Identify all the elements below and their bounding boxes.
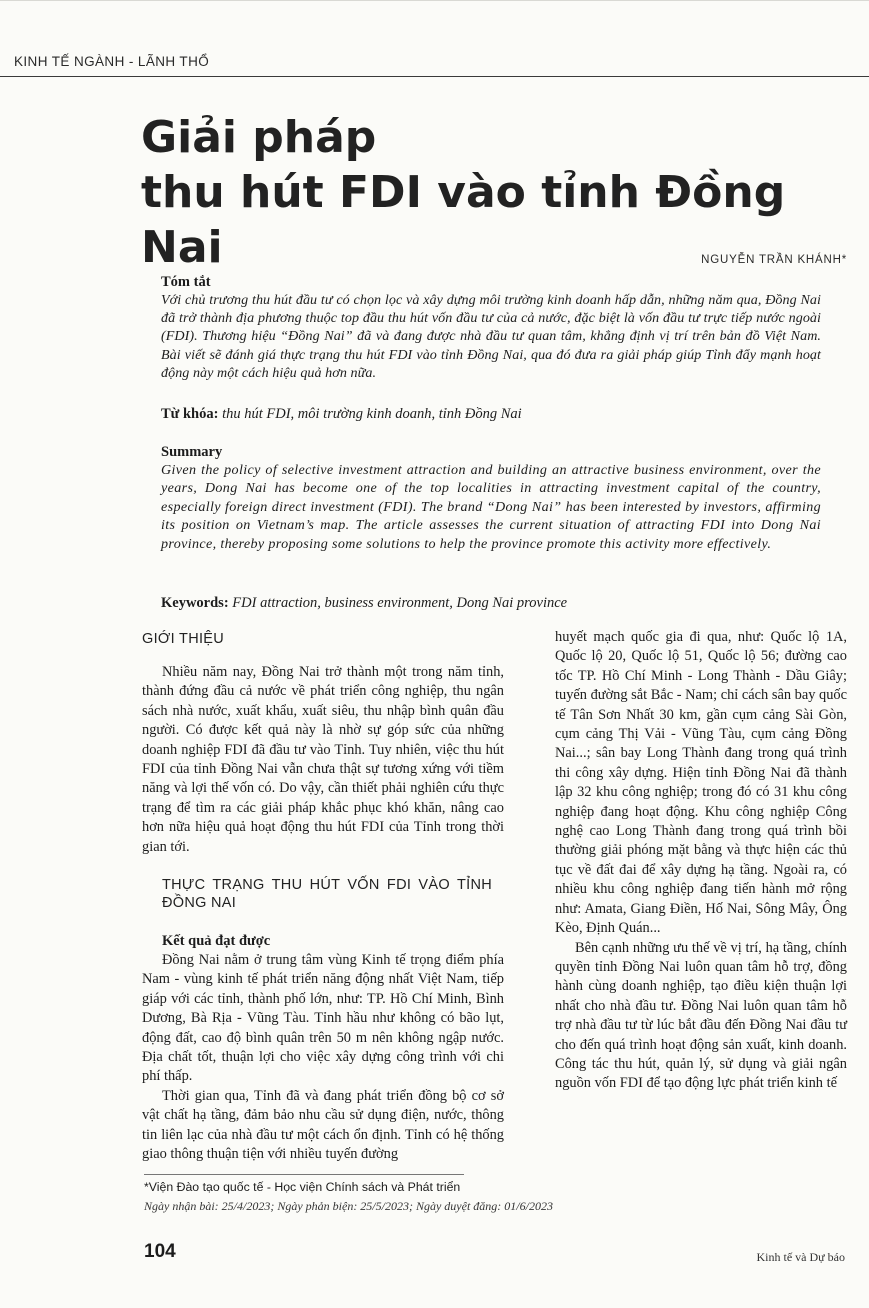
para-support: Bên cạnh những ưu thế về vị trí, hạ tầng, chính quyền tỉnh Đồng Nai luôn quan tâm hỗ trợ, đồng hành cùng doanh nghiệp, tạo điều kiện thuận lợi nhất cho nhà đầu tư. Đồng Nai luôn quan tâm hỗ trợ nhà đầu tư từ lúc bắt đầu đến Đồng Nai đầu tư cho đến quá trình hoạt động sản xuất, kinh doanh. Công tác thu hút, quản lý, sử dụng và giải ngân nguồn vốn FDI để tạo động lực phát triển kinh tế [555,939,847,1092]
intro-heading: GIỚI THIỆU [142,631,225,647]
status-heading: THỰC TRẠNG THU HÚT VỐN FDI VÀO TỈNH ĐỒNG NAI [162,877,492,911]
abstract-vi-text: Với chủ trương thu hút đầu tư có chọn lọc và xây dựng môi trường kinh doanh hấp dẫn, những năm qua, Đồng Nai đã trở thành địa phương thuộc top đầu thu hút vốn đầu tư của cả nước, đặc biệt là vốn đầu tư trực tiếp nước ngoài (FDI). Thương hiệu “Đồng Nai” đã và đang được nhà đầu tư quan tâm, khẳng định vị trí trên bản đồ Việt Nam. Bài viết sẽ đánh giá thực trạng thu hút FDI vào tỉnh Đồng Nai, qua đó đưa ra giải pháp giúp Tỉnh đẩy mạnh hoạt động này một cách hiệu quả hơn nữa. [161,292,821,381]
title-line-1: Giải pháp [141,112,377,163]
left-column [142,630,504,857]
page-number: 104 [144,1241,176,1262]
para-location: Đồng Nai nằm ở trung tâm vùng Kinh tế trọng điểm phía Nam - vùng kinh tế phát triển năng động nhất Việt Nam, tiếp giáp với các tỉnh, thành phố lớn, như: TP. Hồ Chí Minh, Bình Dương, Bà Rịa - Vũng Tàu. Tỉnh hầu như không có bão lụt, động đất, cao độ bình quân trên 50 m nên không ngập nước. Địa chất tốt, thuận lợi cho việc xây dựng công trình với chi phí thấp. [142,952,504,1085]
abstract-en-heading: Summary [161,444,223,460]
footnote-dates: Ngày nhận bài: 25/4/2023; Ngày phản biện: 25/5/2023; Ngày duyệt đăng: 01/6/2023 [144,1199,553,1213]
journal-name: Kinh tế và Dự báo [756,1250,845,1264]
para-infra-right: huyết mạch quốc gia đi qua, như: Quốc lộ 1A, Quốc lộ 20, Quốc lộ 51, Quốc lộ 56; đường cao tốc TP. Hồ Chí Minh - Long Thành - Dầu Giây; tuyến đường sắt Bắc - Nam; chỉ cách sân bay quốc tế Tân Sơn Nhất 30 km, gần cụm cảng Sài Gòn, cụm cảng Thị Vải - Vũng Tàu, cụm cảng Đồng Nai...; sân bay Long Thành đang trong quá trình thi công xây dựng. Hiện tỉnh Đồng Nai đã thành lập 32 khu công nghiệp; trong đó có 31 khu công nghiệp đang hoạt động. Khu công nghiệp Công nghệ cao Long Thành đang trong quá trình bồi thường giải phóng mặt bằng và thực hiện các thủ tục về đất đai để xây dựng hạ tầng. Ngoài ra, có nhiều khu công nghiệp đang tiến hành mở rộng như: Amata, Giang Điền, Hố Nai, Sông Mây, Ông Kèo, Định Quán... [555,629,847,937]
results-subheading: Kết quả đạt được [162,933,271,949]
article-title [141,110,861,275]
abstract-vi-heading: Tóm tắt [161,274,211,290]
footnote-rule [144,1174,464,1175]
top-edge-line [0,0,869,5]
right-column [555,628,847,1094]
left-column-results [142,932,504,1164]
abstract-en [161,443,821,553]
title-line-2: thu hút FDI vào tỉnh Đồng Nai [141,167,786,273]
abstract-en-text: Given the policy of selective investment attraction and building an attractive business environment, over the years, Dong Nai has become one of the top localities in attracting investment capital of the country, especially foreign direct investment (FDI). The brand “Dong Nai” has been interested by investors, affirming its position on Vietnam’s map. The article assesses the current situation of attracting FDI into Dong Nai province, thereby proposing some solutions to help the province promote this activity more effectively. [161,462,821,552]
status-heading-block [162,876,492,912]
header-rule [0,76,869,77]
keywords-en-text: FDI attraction, business environment, Dong Nai province [232,595,568,611]
section-label: KINH TẾ NGÀNH - LÃNH THỔ [14,54,210,69]
keywords-vi-label: Từ khóa: [161,406,219,422]
keywords-vi-text: thu hút FDI, môi trường kinh doanh, tỉnh Đồng Nai [222,406,522,422]
keywords-vi [161,405,821,423]
para-infra-left: Thời gian qua, Tỉnh đã và đang phát triển đồng bộ cơ sở vật chất hạ tầng, đảm bảo nhu cầu sử dụng điện, nước, thông tin liên lạc của nhà đầu tư một cách ổn định. Tỉnh có hệ thống giao thông thuận tiện với nhiều tuyến đường [142,1087,504,1163]
abstract-vi [161,273,821,382]
author-name: NGUYỄN TRẦN KHÁNH* [701,254,847,266]
keywords-en-label: Keywords: [161,595,229,611]
footnote-affiliation: *Viện Đào tạo quốc tế - Học viện Chính sách và Phát triển [144,1180,461,1194]
keywords-en [161,594,821,612]
intro-paragraph: Nhiều năm nay, Đồng Nai trở thành một trong năm tỉnh, thành đứng đầu cả nước về phát triển công nghiệp, thu ngân sách nhà nước, xuất khẩu, xuất siêu, thu nhập bình quân đầu người. Có được kết quả này là nhờ sự góp sức của những doanh nghiệp FDI đã đầu tư vào Tỉnh. Tuy nhiên, việc thu hút FDI của tỉnh Đồng Nai vẫn chưa thật sự tương xứng với tiềm năng và lợi thế vốn có. Do vậy, cần thiết phải nghiên cứu thực trạng để tìm ra các giải pháp khắc phục khó khăn, nâng cao hơn nữa hiệu quả hoạt động thu hút FDI của Tỉnh trong thời gian tới. [142,664,504,855]
